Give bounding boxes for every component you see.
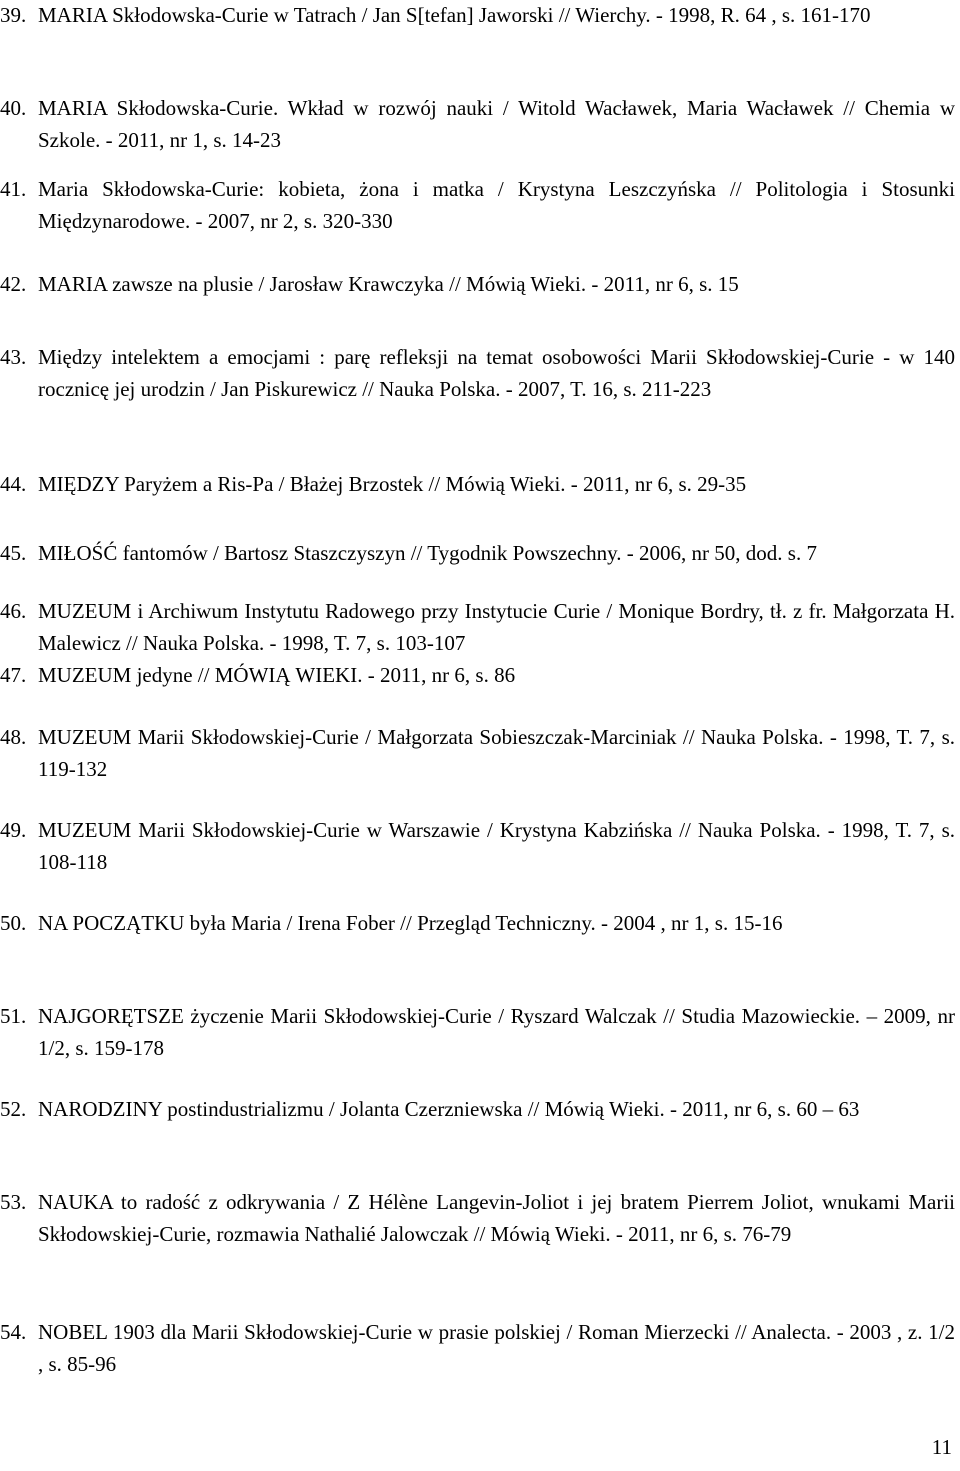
entry-number: 52.: [0, 1097, 27, 1121]
entry-text: MUZEUM i Archiwum Instytutu Radowego przy Instytucie Curie / Monique Bordry, tł. z fr. Małgorzata H. Malewicz // Nauka Polska. - 1998, T. 7, s. 103-107: [38, 599, 955, 655]
entry-number: 46.: [0, 599, 27, 623]
bibliography-entry-45: [0, 537, 955, 569]
entry-text: Między intelektem a emocjami : parę refleksji na temat osobowości Marii Skłodowskiej-Curie - w 140 rocznicę jej urodzin / Jan Piskurewicz // Nauka Polska. - 2007, T. 16, s. 211-223: [38, 345, 955, 401]
entry-text: MUZEUM Marii Skłodowskiej-Curie w Warszawie / Krystyna Kabzińska // Nauka Polska. - 1998, T. 7, s. 108-118: [38, 818, 955, 874]
bibliography-entry-40: [0, 92, 955, 156]
bibliography-entry-49: [0, 814, 955, 878]
bibliography-entry-41: [0, 173, 955, 237]
entry-text: NARODZINY postindustrializmu / Jolanta Czerzniewska // Mówią Wieki. - 2011, nr 6, s. 60 – 63: [38, 1097, 860, 1121]
entry-text: MIŁOŚĆ fantomów / Bartosz Staszczyszyn // Tygodnik Powszechny. - 2006, nr 50, dod. s. 7: [38, 541, 817, 565]
entry-text: MARIA Skłodowska-Curie. Wkład w rozwój nauki / Witold Wacławek, Maria Wacławek // Chemia w Szkole. - 2011, nr 1, s. 14-23: [38, 96, 955, 152]
entry-text: MARIA Skłodowska-Curie w Tatrach / Jan S[tefan] Jaworski // Wierchy. - 1998, R. 64 , s. 161-170: [38, 3, 871, 27]
entry-number: 40.: [0, 96, 27, 120]
bibliography-entry-43: [0, 341, 955, 405]
entry-number: 44.: [0, 472, 27, 496]
entry-text: NAJGORĘTSZE życzenie Marii Skłodowskiej-Curie / Ryszard Walczak // Studia Mazowieckie. – 2009, nr 1/2, s. 159-178: [38, 1004, 955, 1060]
bibliography-entry-47: [0, 659, 955, 691]
entry-number: 49.: [0, 818, 27, 842]
page-number: 11: [931, 1435, 952, 1459]
bibliography-entry-39: [0, 0, 955, 31]
bibliography-entry-48: [0, 721, 955, 785]
bibliography-entry-51: [0, 1000, 955, 1064]
bibliography-entry-44: [0, 468, 955, 500]
entry-text: NAUKA to radość z odkrywania / Z Hélène Langevin-Joliot i jej bratem Pierrem Joliot, wnukami Marii Skłodowskiej-Curie, rozmawia Nathalié Jalowczak // Mówią Wieki. - 2011, nr 6, s. 76-79: [38, 1190, 955, 1246]
entry-number: 54.: [0, 1320, 27, 1344]
entry-number: 45.: [0, 541, 27, 565]
entry-number: 50.: [0, 911, 27, 935]
entry-number: 51.: [0, 1004, 27, 1028]
entry-text: MARIA zawsze na plusie / Jarosław Krawczyka // Mówią Wieki. - 2011, nr 6, s. 15: [38, 272, 739, 296]
entry-text: NA POCZĄTKU była Maria / Irena Fober // Przegląd Techniczny. - 2004 , nr 1, s. 15-16: [38, 911, 783, 935]
bibliography-entry-50: [0, 907, 955, 939]
entry-number: 39.: [0, 3, 27, 27]
entry-text: MUZEUM jedyne // MÓWIĄ WIEKI. - 2011, nr 6, s. 86: [38, 663, 516, 687]
entry-number: 47.: [0, 663, 27, 687]
bibliography-entry-42: [0, 268, 955, 300]
entry-number: 48.: [0, 725, 27, 749]
bibliography-entry-52: [0, 1093, 955, 1125]
entry-number: 42.: [0, 272, 27, 296]
entry-text: MUZEUM Marii Skłodowskiej-Curie / Małgorzata Sobieszczak-Marciniak // Nauka Polska. - 1998, T. 7, s. 119-132: [38, 725, 955, 781]
entry-text: NOBEL 1903 dla Marii Skłodowskiej-Curie w prasie polskiej / Roman Mierzecki // Analecta. - 2003 , z. 1/2 , s. 85-96: [38, 1320, 955, 1376]
bibliography-entry-46: [0, 595, 955, 659]
bibliography-entry-54: [0, 1316, 955, 1380]
entry-number: 53.: [0, 1190, 27, 1214]
entry-text: MIĘDZY Paryżem a Ris-Pa / Błażej Brzostek // Mówią Wieki. - 2011, nr 6, s. 29-35: [38, 472, 747, 496]
entry-text: Maria Skłodowska-Curie: kobieta, żona i matka / Krystyna Leszczyńska // Politologia i Stosunki Międzynarodowe. - 2007, nr 2, s. 320-330: [38, 177, 955, 233]
entry-number: 41.: [0, 177, 27, 201]
entry-number: 43.: [0, 345, 27, 369]
bibliography-entry-53: [0, 1186, 955, 1250]
